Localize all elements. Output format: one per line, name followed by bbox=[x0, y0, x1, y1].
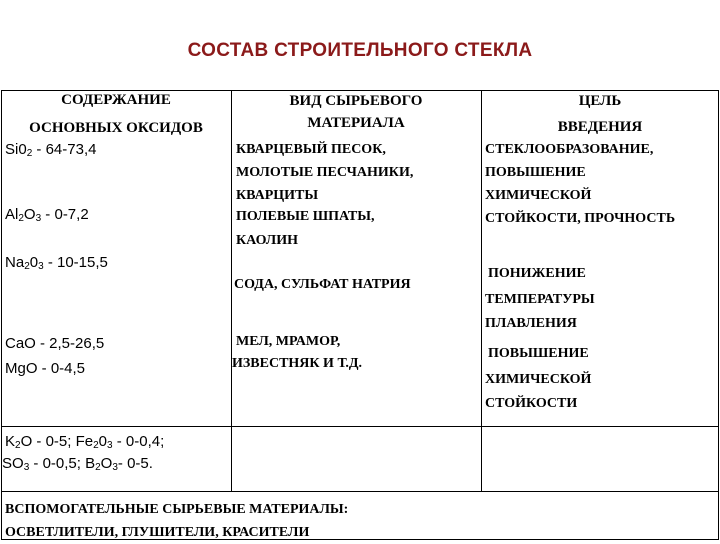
material-sio2-line3: КВАРЦИТЫ bbox=[236, 188, 319, 203]
oxide-minor-line1: $K_2O - 0-5$; $Fe_20_3 - 0-0,4$; bbox=[5, 433, 165, 451]
oxide-mgo: MgO - 0-4,5 bbox=[5, 360, 86, 377]
material-na2o: СОДА, СУЛЬФАТ НАТРИЯ bbox=[234, 277, 411, 292]
purpose-melt-line2: ТЕМПЕРАТУРЫ bbox=[485, 292, 595, 307]
footer-auxiliary-line2: ОСВЕТЛИТЕЛИ, ГЛУШИТЕЛИ, КРАСИТЕЛИ bbox=[5, 525, 310, 540]
header-oxides-line2: ОСНОВНЫХ ОКСИДОВ bbox=[29, 120, 203, 136]
header-material-line2: МАТЕРИАЛА bbox=[307, 115, 405, 131]
material-al2o3-line2: КАОЛИН bbox=[236, 233, 298, 248]
material-cao-line2: ИЗВЕСТНЯК И Т.Д. bbox=[232, 356, 363, 371]
purpose-chem-line2: ХИМИЧЕСКОЙ bbox=[485, 372, 592, 387]
oxide-minor-line2: $SO_3 - 0-0,5$; $B_2O_3-$ 0-5. bbox=[2, 455, 153, 473]
oxide-al2o3: $Al_2O_3 - 0-7,2$ bbox=[5, 206, 89, 224]
page-title: СОСТАВ СТРОИТЕЛЬНОГО СТЕКЛА bbox=[187, 40, 533, 61]
column-divider-1 bbox=[231, 91, 232, 491]
header-purpose-line1: ЦЕЛЬ bbox=[578, 93, 622, 109]
oxide-na2o: $Na_20_3 - 10-15,5$ bbox=[5, 254, 108, 272]
row-divider-minor bbox=[2, 426, 718, 427]
purpose-glass-line1: СТЕКЛООБРАЗОВАНИЕ, bbox=[485, 142, 654, 157]
footer-auxiliary-line1: ВСПОМОГАТЕЛЬНЫЕ СЫРЬЕВЫЕ МАТЕРИАЛЫ: bbox=[5, 502, 349, 517]
purpose-glass-line3: ХИМИЧЕСКОЙ bbox=[485, 188, 592, 203]
purpose-glass-line2: ПОВЫШЕНИЕ bbox=[485, 165, 586, 180]
oxide-sio2: $Si0_2 - 64-73,4$ bbox=[5, 141, 97, 159]
purpose-chem-line3: СТОЙКОСТИ bbox=[485, 396, 578, 411]
oxide-cao: CaO - 2,5-26,5 bbox=[5, 335, 105, 352]
row-divider-footer bbox=[2, 491, 718, 492]
material-al2o3-line1: ПОЛЕВЫЕ ШПАТЫ, bbox=[236, 209, 375, 224]
material-sio2-line2: МОЛОТЫЕ ПЕСЧАНИКИ, bbox=[236, 165, 414, 180]
header-oxides-line1: СОДЕРЖАНИЕ bbox=[61, 92, 171, 108]
header-material-line1: ВИД СЫРЬЕВОГО bbox=[289, 93, 423, 109]
purpose-melt-line3: ПЛАВЛЕНИЯ bbox=[485, 316, 577, 331]
purpose-melt-line1: ПОНИЖЕНИЕ bbox=[488, 266, 586, 281]
material-cao-line1: МЕЛ, МРАМОР, bbox=[236, 334, 341, 349]
material-sio2-line1: КВАРЦЕВЫЙ ПЕСОК, bbox=[236, 142, 386, 157]
purpose-chem-line1: ПОВЫШЕНИЕ bbox=[488, 346, 589, 361]
header-purpose-line2: ВВЕДЕНИЯ bbox=[557, 119, 643, 135]
column-divider-2 bbox=[481, 91, 482, 491]
purpose-glass-line4: СТОЙКОСТИ, ПРОЧНОСТЬ bbox=[485, 211, 676, 226]
